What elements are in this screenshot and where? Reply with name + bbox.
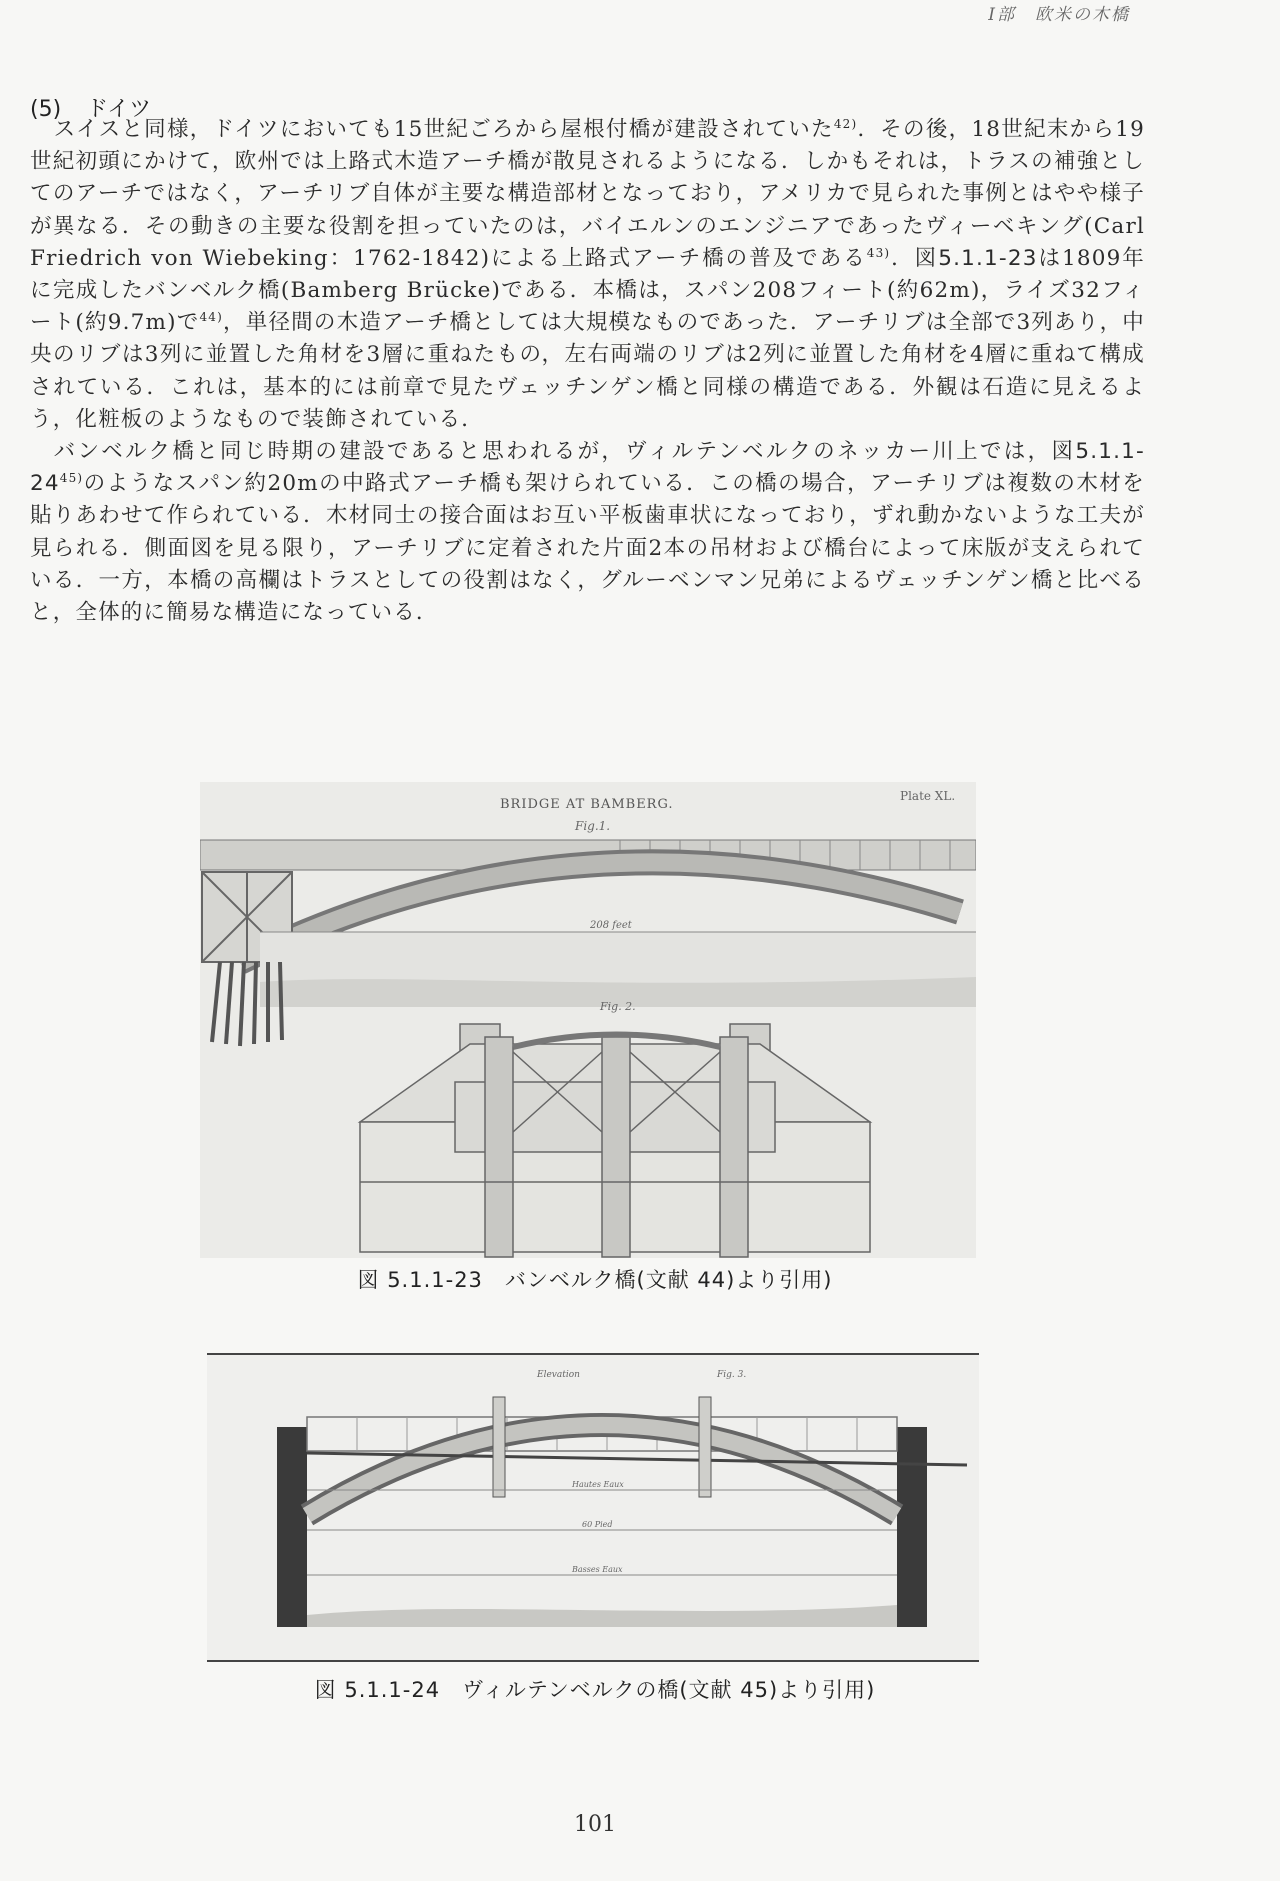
- fig2-label: Fig. 2.: [600, 1000, 636, 1013]
- p1-text-c: ．: [890, 245, 915, 271]
- figure1-caption: 図 5.1.1-23 バンベルク橋(文献 44)より引用): [357, 1268, 833, 1292]
- figure-ref-24: 図5.1.1-24: [30, 439, 1145, 497]
- paragraph-2: [30, 436, 1145, 629]
- paragraph-1: [30, 114, 1145, 436]
- running-header: I部 欧米の木橋: [988, 5, 1130, 25]
- bamberg-engraving: [200, 782, 976, 1258]
- p1-text-b: ．その後，18世紀末から19世紀初頭にかけて，欧州では上路式木造アーチ橋が散見されるようになる．しかもそれは，トラスの補強としてのアーチではなく，アーチリブ自体が主要な構造部材となっており，アメリカで見られた事例とはやや様子が異なる．その動きの主要な役割を担っていたのは，バイエルンのエンジニアであったヴィーベキング(Carl Friedrich von Wiebeking：1762-1842)による上路式アーチ橋の普及である: [30, 117, 1145, 271]
- figure2-caption: 図 5.1.1-24 ヴィルテンベルクの橋(文献 45)より引用): [314, 1678, 876, 1702]
- fig3-label: Fig. 3.: [717, 1370, 747, 1380]
- figure-bamberg-bridge: [200, 782, 976, 1258]
- fig1-label: Fig.1.: [575, 819, 611, 833]
- p1-text-d: は1809年に完成したバンベルク橋(Bamberg Brücke)である．本橋は，スパン208フィート(約62m)，ライズ32フィート(約9.7m)で: [30, 245, 1146, 336]
- body-text: [30, 114, 1145, 629]
- footnote-ref-42: 42): [833, 116, 858, 131]
- figure-wurttemberg-bridge: [207, 1353, 979, 1662]
- wurttemberg-elevation: [207, 1355, 979, 1660]
- p2-text-b: のようなスパン約20mの中路式アーチ橋も架けられている．この橋の場合，アーチリブは複数の木材を貼りあわせて作られている．木材同士の接合面はお互い平板歯車状になっており，ずれ動かないような工夫が見られる．側面図を見る限り，アーチリブに定着された片面2本の吊材および橋台によって床版が支えられている．一方，本橋の高欄はトラスとしての役割はなく，グルーベンマン兄弟によるヴェッチンゲン橋と比べると，全体的に簡易な構造になっている．: [30, 471, 1145, 626]
- section-title: ドイツ: [86, 97, 152, 122]
- p2-text-a: バンベルク橋と同じ時期の建設であると思われるが，ヴィルテンベルクのネッカー川上では，: [53, 439, 1052, 465]
- footnote-ref-44: 44): [199, 310, 224, 325]
- p1-text-e: ，単径間の木造アーチ橋としては大規模なものであった．アーチリブは全部で3列あり，中央のリブは3列に並置した角材を3層に重ねたもの，左右両端のリブは2列に並置した角材を4層に重ねて構成されている．これは，基本的には前章で見たヴェッチンゲン橋と同様の構造である．外観は石造に見えるよう，化粧板のようなもので装飾されている．: [30, 310, 1145, 432]
- footnote-ref-43: 43): [866, 245, 891, 260]
- elevation-label: Elevation: [537, 1370, 580, 1380]
- p1-text-a: スイスと同様，ドイツにおいても15世紀ごろから屋根付橋が建設されていた: [53, 117, 834, 142]
- section-number: (5): [30, 97, 62, 122]
- page-number: 101: [574, 1812, 616, 1837]
- figure-ref-23: 図5.1.1-23: [914, 245, 1038, 271]
- high-water-label: Hautes Eaux: [572, 1480, 624, 1489]
- low-water-label: Basses Eaux: [572, 1565, 623, 1574]
- feet-label: 60 Pied: [582, 1520, 613, 1529]
- footnote-ref-45: 45): [59, 471, 84, 486]
- plate-title: BRIDGE AT BAMBERG.: [500, 797, 674, 812]
- plate-number: Plate XL.: [900, 789, 956, 803]
- span-label: 208 feet: [590, 920, 632, 931]
